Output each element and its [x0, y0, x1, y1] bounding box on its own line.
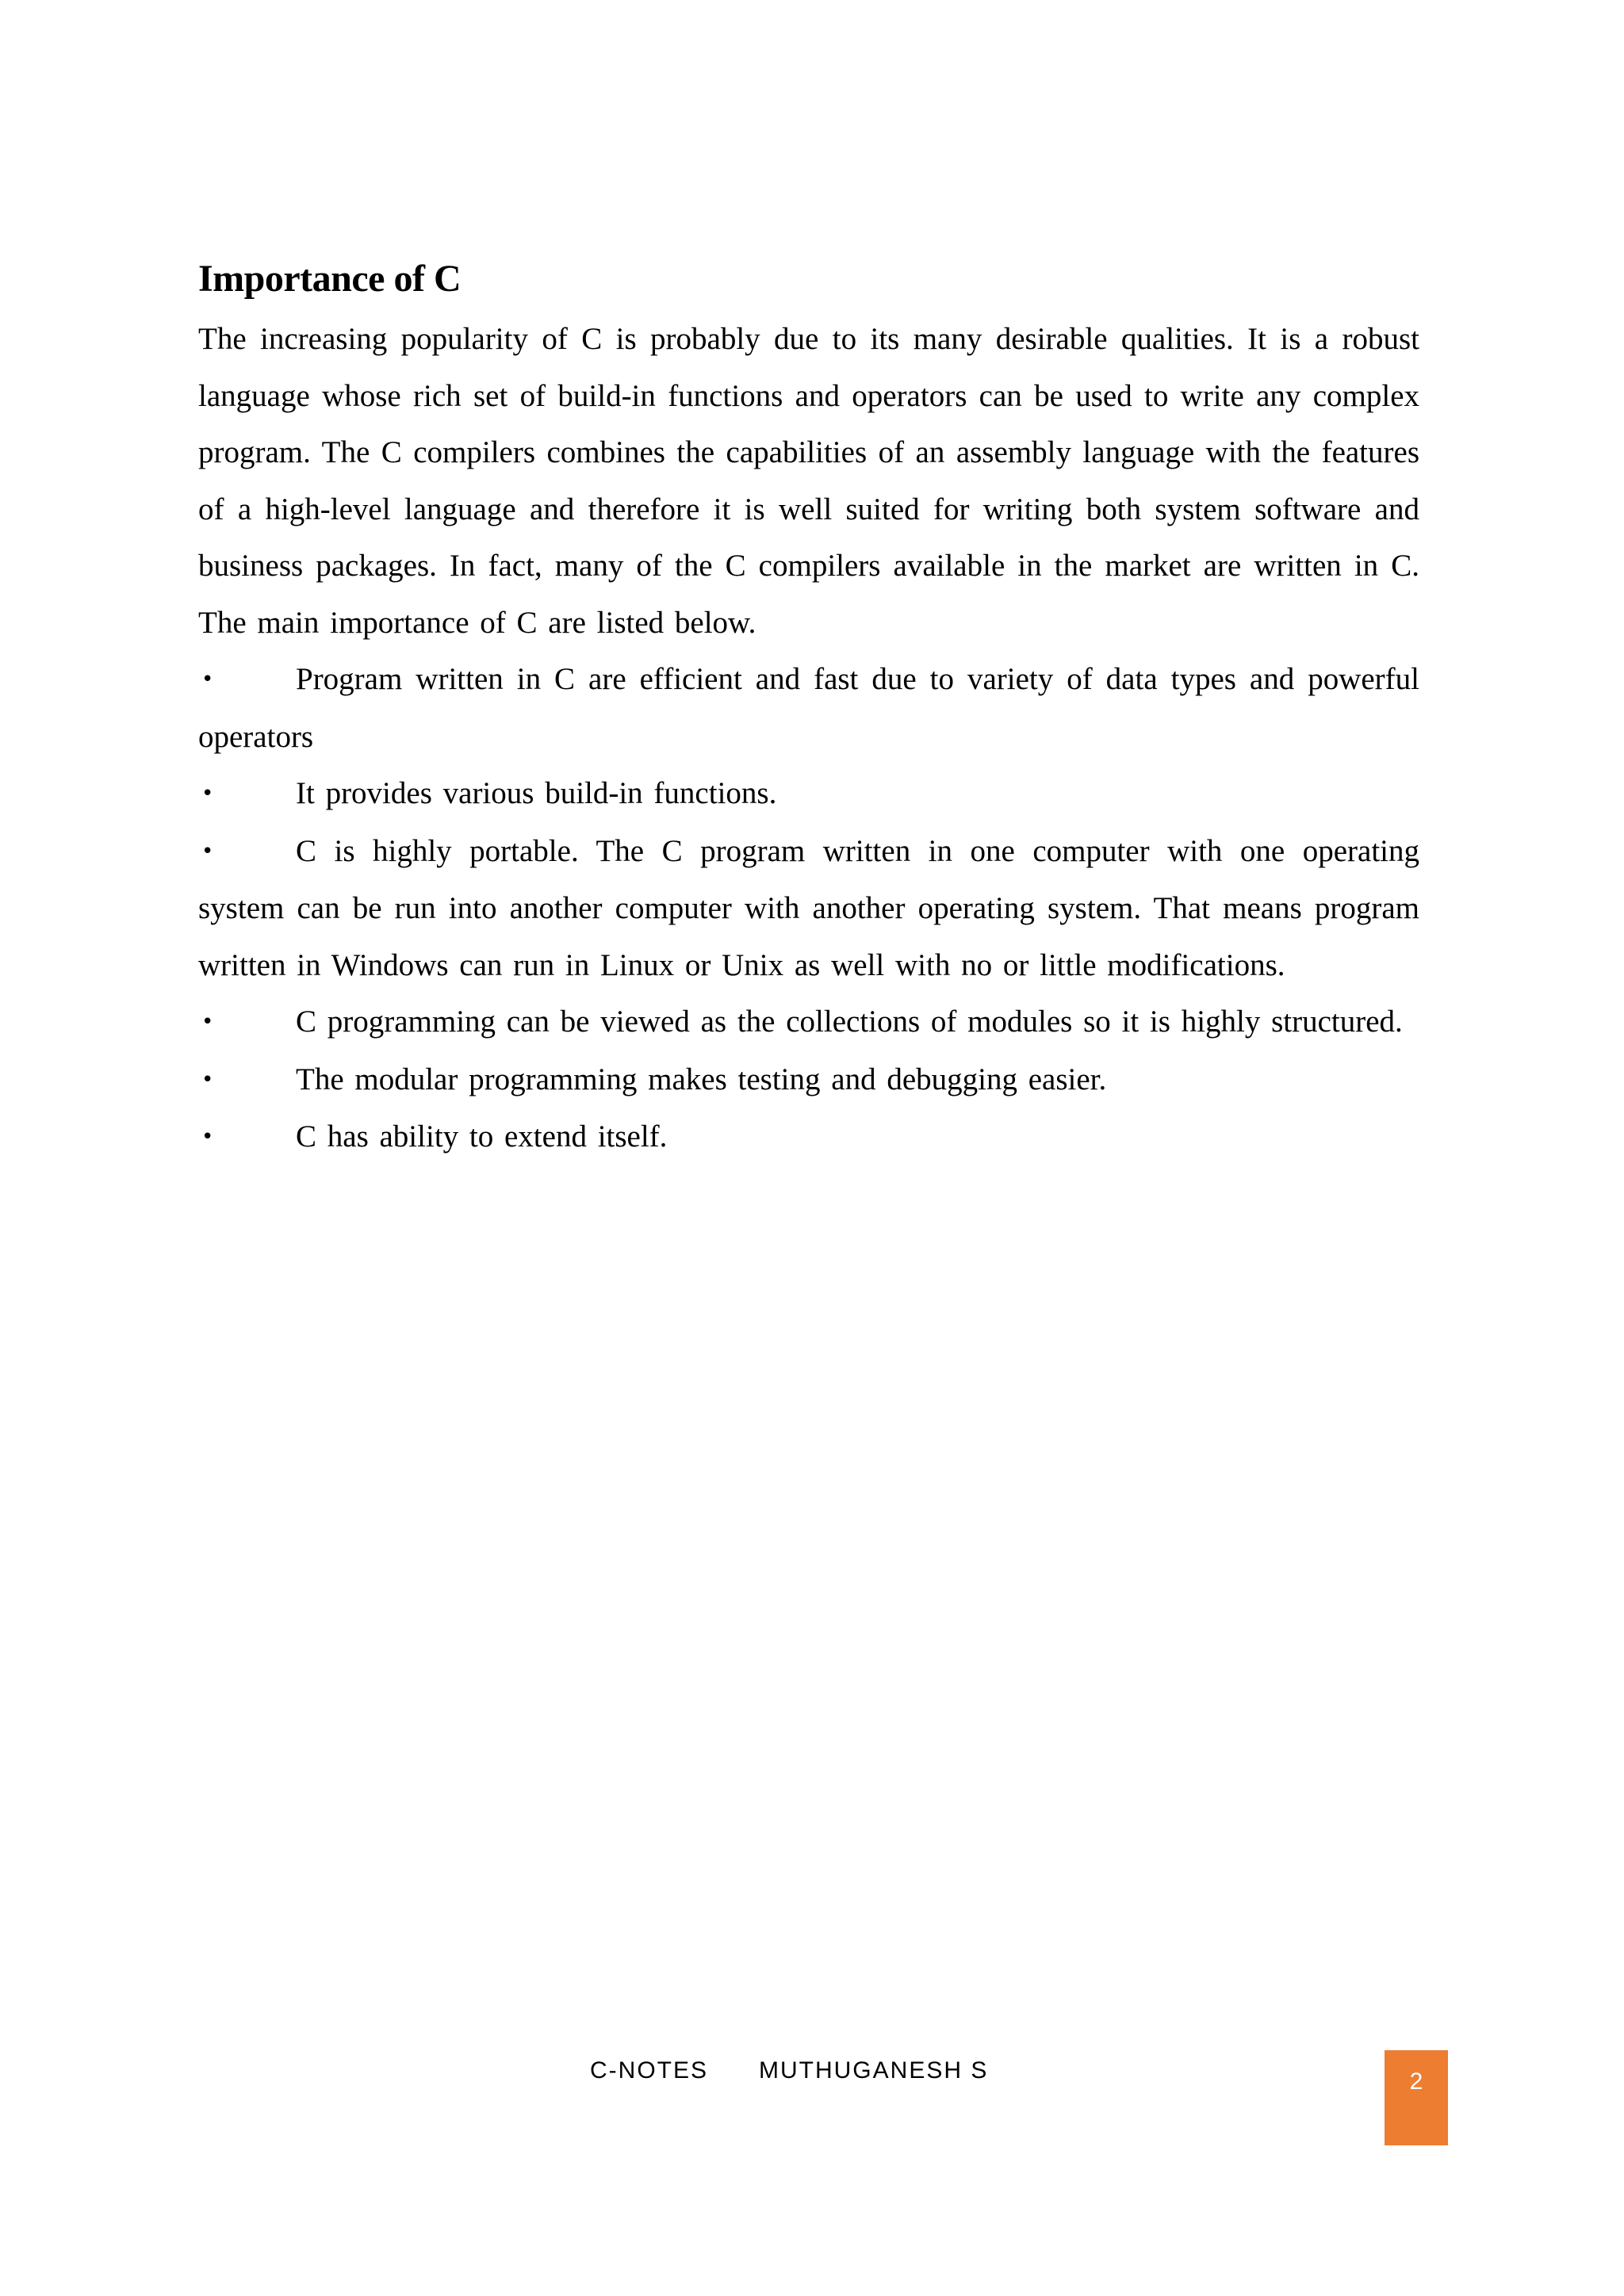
list-item-text: C has ability to extend itself. [296, 1119, 668, 1154]
list-item [198, 1051, 1419, 1109]
list-item-text: The modular programming makes testing and debugging easier. [296, 1062, 1107, 1096]
footer-author: MUTHUGANESH S [759, 2057, 989, 2084]
footer-title [590, 2053, 988, 2088]
bullet-icon: • [201, 839, 214, 863]
list-item-text: Program written in C are efficient and fast due to variety of data types and powerful operators [198, 662, 1419, 754]
list-item-text: It provides various build-in functions. [296, 776, 777, 810]
bullet-icon: • [201, 1067, 214, 1092]
list-item-text: C programming can be viewed as the collections of modules so it is highly structured. [296, 1004, 1403, 1039]
page-footer [0, 2053, 1624, 2101]
list-item [198, 993, 1419, 1051]
footer-left-text: C-NOTES [590, 2057, 708, 2084]
bullet-icon: • [201, 1010, 214, 1034]
list-item [198, 1108, 1419, 1166]
bullet-list [198, 651, 1419, 1166]
bullet-icon: • [201, 1125, 214, 1149]
bullet-icon: • [201, 668, 214, 691]
page-heading: Importance of C [198, 258, 462, 300]
page-content [198, 252, 1419, 1166]
list-item [198, 765, 1419, 823]
page-number-badge [1385, 2050, 1448, 2145]
list-item-text: C is highly portable. The C program written in one computer with one operating system can be run into another computer with another operating system. That means program written in Windows can run in Linux or Unix as well with no or little modifications. [198, 833, 1419, 982]
intro-paragraph: The increasing popularity of C is probably due to its many desirable qualities. It is a robust language whose rich set of build-in functions and operators can be used to write any complex program. The C compilers combines the capabilities of an assembly language with the features of a high-level language and therefore it is well suited for writing both system software and business packages. In fact, many of the C compilers available in the market are written in C. The main importance of C are listed below. [198, 322, 1419, 640]
list-item [198, 823, 1419, 994]
list-item [198, 651, 1419, 765]
bullet-icon: • [201, 782, 214, 806]
page-number: 2 [1409, 2068, 1423, 2095]
